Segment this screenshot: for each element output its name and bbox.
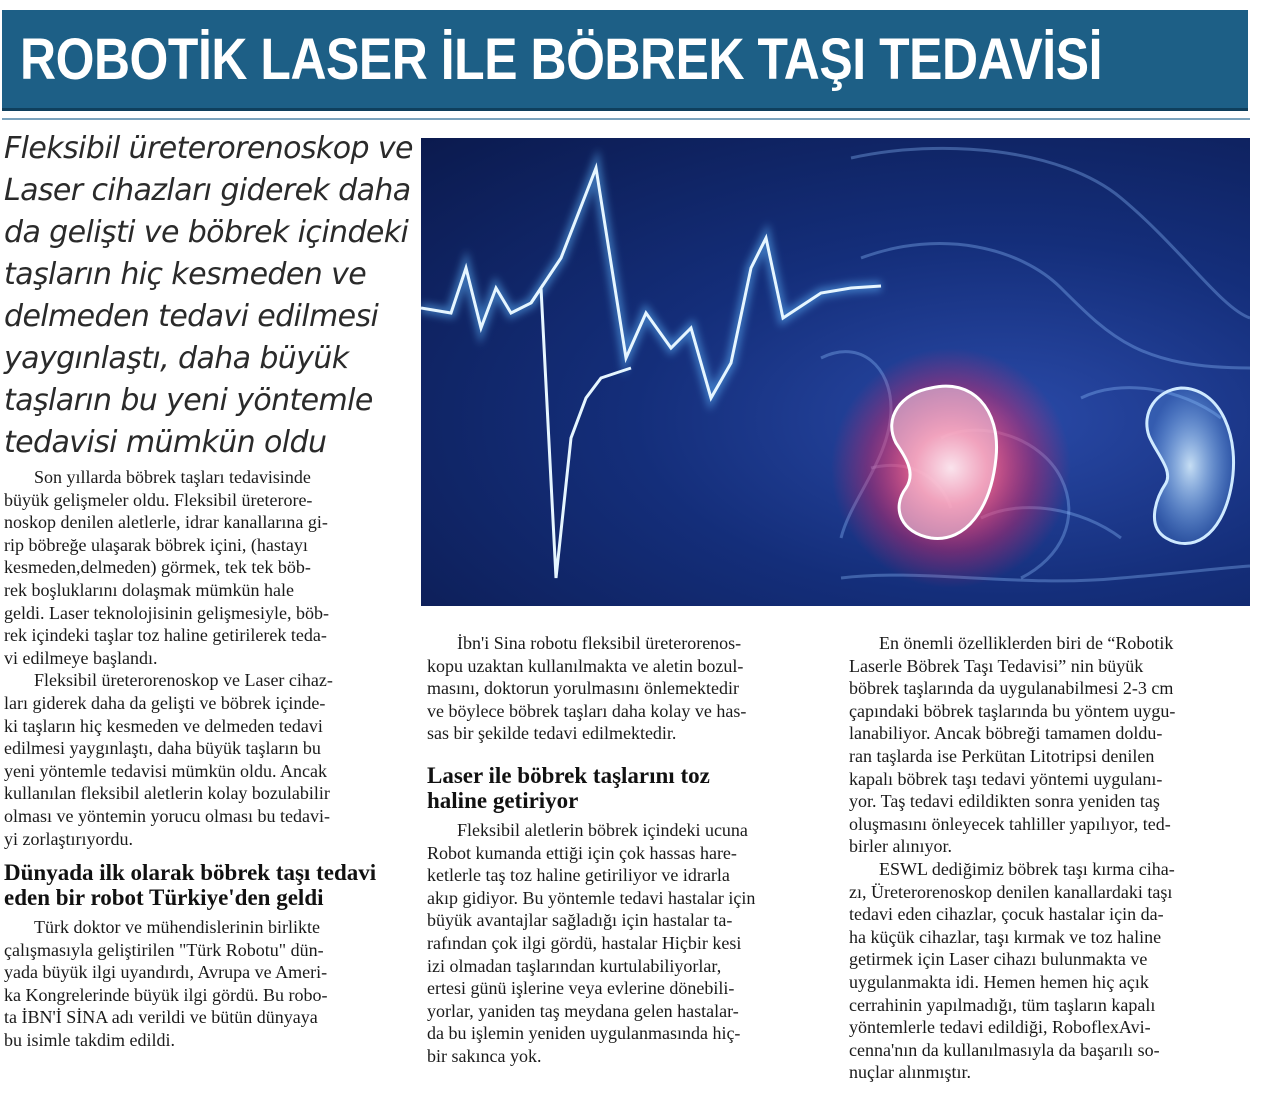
text-line: getirmek için Laser cihazı bulunmakta ve [849, 949, 1148, 970]
lead-line: da gelişti ve böbrek içindeki [4, 215, 409, 250]
right-kidney [1147, 388, 1234, 544]
article-column-2 [427, 632, 827, 1068]
hero-image [421, 138, 1250, 606]
subheading-line: eden bir robot Türkiye'den geldi [4, 885, 324, 911]
text-line: kesmeden,delmeden) görmek, tek tek böb- [4, 557, 311, 578]
text-line: En önemli özelliklerden biri de “Robotik [879, 633, 1174, 653]
subheading [4, 860, 400, 910]
article-column-1 [4, 466, 400, 1052]
text-line: yorlar, yaniden taş meydana gelen hastalar- [427, 1000, 739, 1021]
text-line: cenna'nın da kullanılmasıyla da başarılı so- [849, 1039, 1160, 1060]
text-line: çalışmasıyla geliştirilen "Türk Robotu" dün- [4, 939, 324, 960]
text-line: nuçlar alınmıştır. [849, 1062, 971, 1083]
text-line: kopu uzaktan kullanılmakta ve aletin bozul- [427, 655, 744, 676]
paragraph [4, 466, 400, 669]
text-line: yöntemlerle tedavi edildiği, RoboflexAvi- [849, 1017, 1151, 1038]
paragraph [4, 916, 400, 1052]
divider [2, 118, 1250, 120]
text-line: ertesi günü işlerine veya evlerine dönebili- [427, 978, 735, 999]
text-line: masını, doktorun yorulmasını önlemektedir [427, 678, 739, 699]
text-line: Laserle Böbrek Taşı Tedavisi” nin büyük [849, 655, 1144, 676]
text-line: ran taşlarda ise Perkütan Litotripsi denilen [849, 745, 1155, 766]
text-line: yada büyük ilgi uyandırdı, Avrupa ve Ameri- [4, 962, 328, 983]
lead-line: yaygınlaştı, daha büyük [4, 341, 349, 376]
headline: ROBOTİK LASER İLE BÖBREK TAŞI TEDAVİSİ [20, 26, 1103, 92]
ecg-line [421, 168, 881, 578]
subheading [427, 763, 827, 813]
lead-line: Laser cihazları giderek daha [4, 173, 411, 208]
subheading-line: Dünyada ilk olarak böbrek taşı tedavi [4, 860, 377, 886]
text-line: noskop denilen aletlerle, idrar kanallarına gi- [4, 512, 328, 533]
text-line: İbn'i Sina robotu fleksibil üreterorenos- [457, 633, 742, 653]
text-line: cerrahinin yapılmadığı, tüm taşların kapalı [849, 994, 1156, 1015]
text-line: tedavi eden cihazlar, çocuk hastalar için da- [849, 904, 1164, 925]
kidney-ecg-illustration [421, 138, 1250, 606]
lead-line: Fleksibil üreterorenoskop ve [4, 131, 413, 166]
text-line: ketlerle taş toz haline getiriliyor ve idrarla [427, 865, 730, 886]
subheading-line: haline getiriyor [427, 787, 579, 813]
lead-line: tedavisi mümkün oldu [4, 425, 327, 460]
text-line: ve böylece böbrek taşları daha kolay ve has- [427, 700, 747, 721]
text-line: izi olmadan taşlarından kurtulabiliyorlar, [427, 955, 722, 976]
text-line: lanabiliyor. Ancak böbreği tamamen doldu- [849, 723, 1163, 744]
paragraph [849, 858, 1249, 1084]
text-line: büyük avantajlar sağladığı için hastalar ta- [427, 910, 733, 931]
text-line: yi zorlaştırıyordu. [4, 828, 133, 849]
text-line: rip böbreğe ulaşarak böbrek içini, (hastayı [4, 534, 308, 555]
text-line: bir sakınca yok. [427, 1045, 542, 1066]
text-line: yor. Taş tedavi edildikten sonra yeniden taş [849, 791, 1160, 812]
text-line: rek içindeki taşlar toz haline getirilerek teda- [4, 625, 327, 646]
text-line: ta İBN'İ SİNA adı verildi ve bütün dünyaya [4, 1007, 318, 1028]
text-line: rek boşluklarını dolaşmak mümkün hale [4, 579, 294, 600]
text-line: büyük gelişmeler oldu. Fleksibil üreterore- [4, 489, 313, 510]
text-line: oluşmasını önleyecek tahliller yapılıyor, ted- [849, 813, 1171, 834]
text-line: Robot kumanda ettiği için çok hassas hare- [427, 842, 737, 863]
text-line: çapındaki böbrek taşlarında bu yöntem uygu- [849, 700, 1176, 721]
text-line: Türk doktor ve mühendislerinin birlikte [34, 917, 320, 938]
text-line: ları giderek daha da gelişti ve böbrek içinde- [4, 692, 326, 713]
text-line: zı, Üreterorenoskop denilen kanallardaki taşı [849, 881, 1173, 902]
text-line: da bu işlemin yeniden uygulanmasında hiç- [427, 1023, 741, 1044]
lead-line: taşların bu yeni yöntemle [4, 383, 373, 418]
subheading-line: Laser ile böbrek taşlarını toz [427, 762, 710, 788]
text-line: kullanılan fleksibil aletlerin kolay bozulabilir [4, 783, 330, 804]
text-line: edilmesi yaygınlaştı, daha büyük taşların bu [4, 738, 321, 759]
headline-banner [2, 10, 1248, 111]
text-line: vi edilmeye başlandı. [4, 647, 158, 668]
paragraph [427, 819, 827, 1068]
lead-line: delmeden tedavi edilmesi [4, 299, 379, 334]
article-column-3 [849, 632, 1249, 1084]
text-line: akıp gidiyor. Bu yöntemle tedavi hastalar için [427, 887, 756, 908]
text-line: ka Kongrelerinde büyük ilgi gördü. Bu robo- [4, 984, 328, 1005]
text-line: böbrek taşlarında da uygulanabilmesi 2-3 cm [849, 678, 1174, 699]
paragraph [4, 669, 400, 850]
paragraph [427, 632, 827, 745]
text-line: rafından çok ilgi gördü, hastalar Hiçbir kesi [427, 932, 742, 953]
text-line: ki taşların hiç kesmeden ve delmeden tedavi [4, 715, 323, 736]
text-line: bu isimle takdim edildi. [4, 1030, 175, 1051]
text-line: olması ve yöntemin yorucu olması bu tedavi- [4, 805, 330, 826]
text-line: sas bir şekilde tedavi edilmektedir. [427, 723, 677, 744]
text-line: uygulanmakta idi. Hemen hemen hiç açık [849, 971, 1149, 992]
paragraph [849, 632, 1249, 858]
text-line: birler alınıyor. [849, 836, 952, 857]
text-line: Fleksibil üreterorenoskop ve Laser cihaz- [34, 670, 333, 691]
text-line: Fleksibil aletlerin böbrek içindeki ucuna [457, 819, 748, 840]
text-line: ha küçük cihazlar, taşı kırmak ve toz haline [849, 926, 1162, 947]
text-line: yeni yöntemle tedavisi mümkün oldu. Ancak [4, 760, 327, 781]
text-line: Son yıllarda böbrek taşları tedavisinde [34, 467, 311, 487]
lead-paragraph [4, 128, 413, 464]
text-line: kapalı böbrek taşı tedavi yöntemi uygulanı- [849, 768, 1163, 789]
text-line: ESWL dediğimiz böbrek taşı kırma ciha- [879, 858, 1175, 879]
lead-line: taşların hiç kesmeden ve [4, 257, 367, 292]
text-line: geldi. Laser teknolojisinin gelişmesiyle, böb- [4, 602, 329, 623]
